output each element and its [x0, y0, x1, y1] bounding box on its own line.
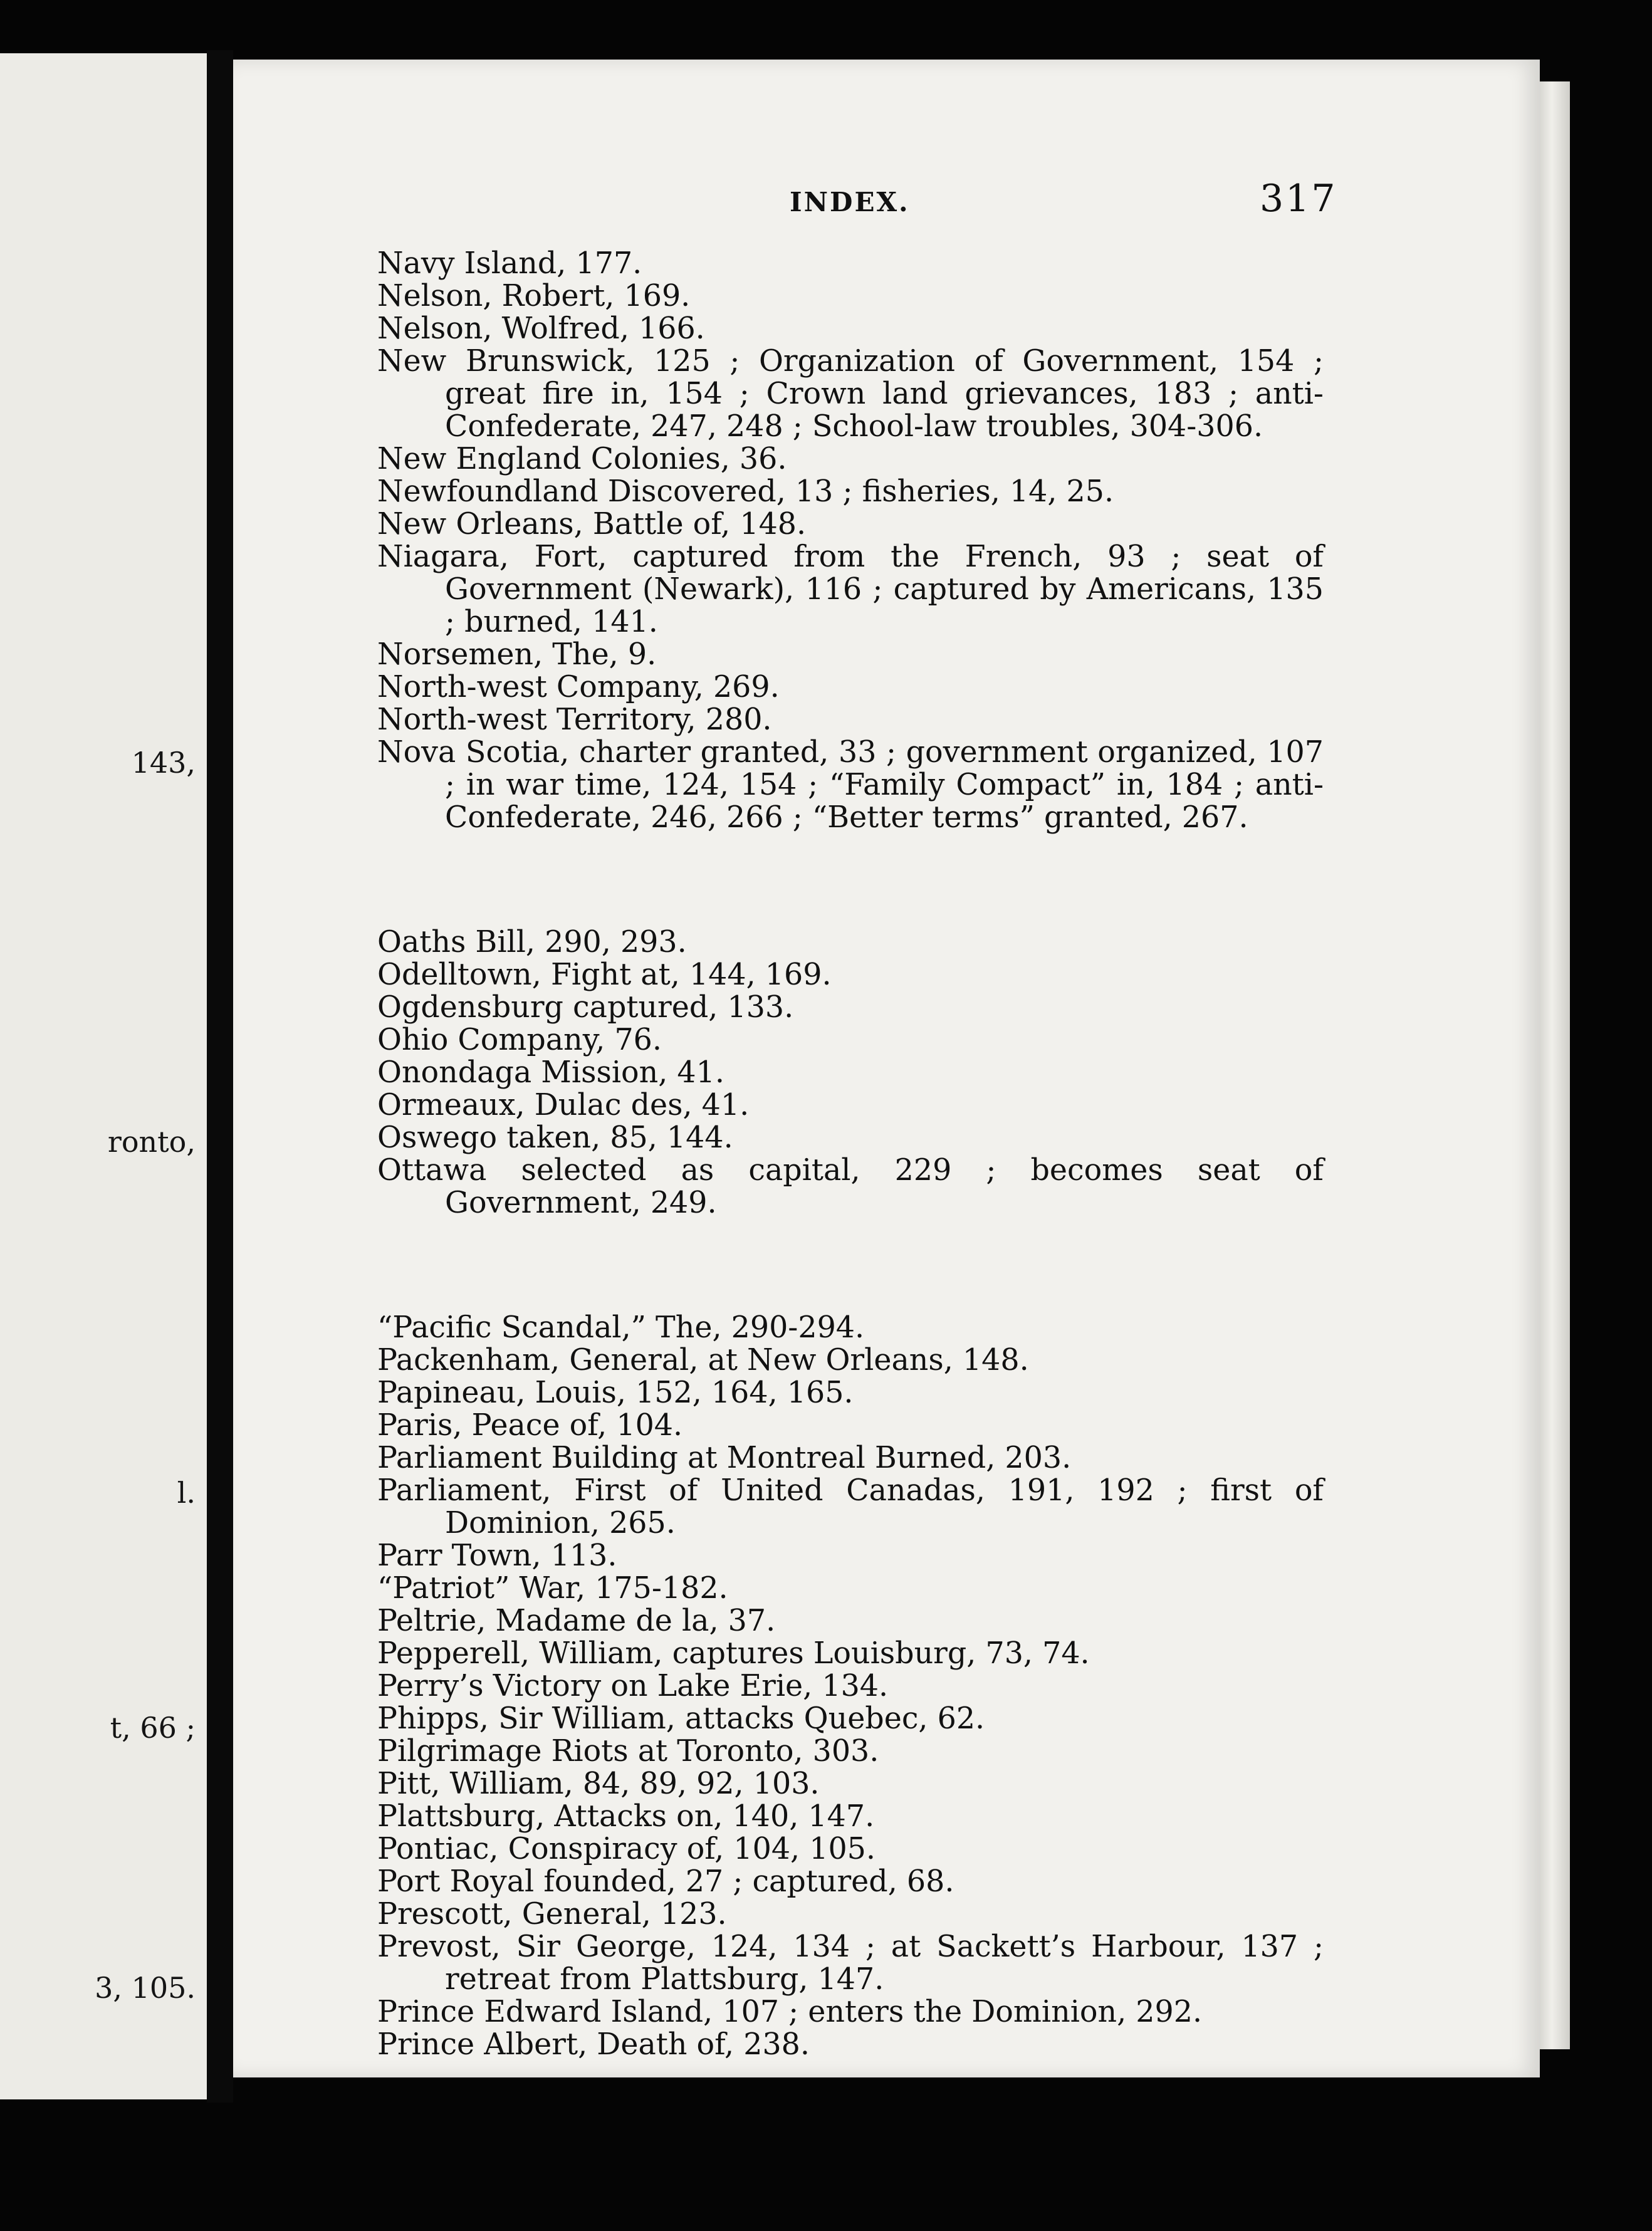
index-entry: Prince Edward Island, 107 ; enters the Dominion, 292.	[377, 1995, 1203, 2029]
index-entry: Pilgrimage Riots at Toronto, 303.	[377, 1734, 879, 1769]
index-entry: North-west Company, 269.	[377, 670, 780, 704]
index-entry: Parliament, First of United Canadas, 191, 192 ; first of Dominion, 265.	[377, 1473, 1324, 1540]
index-entry: North-west Territory, 280.	[377, 703, 772, 737]
index-entry: Peltrie, Madame de la, 37.	[377, 1604, 776, 1638]
page-number: 317	[1260, 177, 1337, 221]
index-entry: Perry’s Victory on Lake Erie, 134.	[377, 1669, 889, 1703]
index-entry: Pontiac, Conspiracy of, 104, 105.	[377, 1832, 876, 1866]
index-entry: Nelson, Wolfred, 166.	[377, 311, 705, 346]
index-entry: Packenham, General, at New Orleans, 148.	[377, 1343, 1029, 1377]
page-edge	[1540, 81, 1570, 2049]
index-entry: Ogdensburg captured, 133.	[377, 990, 794, 1025]
index-entry: Parliament Building at Montreal Burned, 203.	[377, 1441, 1072, 1475]
index-entry: Pitt, William, 84, 89, 92, 103.	[377, 1767, 820, 1801]
index-entry: Paris, Peace of, 104.	[377, 1408, 683, 1443]
index-entry: Ohio Company, 76.	[377, 1023, 662, 1057]
index-entry: Navy Island, 177.	[377, 246, 642, 281]
index-entry: Niagara, Fort, captured from the French, 93 ; seat of Government (Newark), 116 ; captured by Americans, 135 ; burned, 141.	[377, 540, 1324, 639]
fragment-text: t, 66 ;	[110, 1711, 196, 1745]
index-entry: “Patriot” War, 175-182.	[377, 1571, 728, 1606]
section-gap	[377, 864, 1324, 897]
index-entry: Port Royal founded, 27 ; captured, 68.	[377, 1864, 954, 1899]
index-entry: Prescott, General, 123.	[377, 1897, 727, 1931]
index-entry: Ormeaux, Dulac des, 41.	[377, 1088, 750, 1122]
fragment-text: ronto,	[107, 1125, 196, 1159]
fragment-text: 143,	[131, 746, 196, 780]
fragment-text: 3, 105.	[95, 1971, 196, 2005]
index-entry: Newfoundland Discovered, 13 ; fisheries, 14, 25.	[377, 474, 1114, 509]
fragment-text: l.	[177, 1476, 196, 1510]
section-gap	[377, 1250, 1324, 1282]
index-entry: Odelltown, Fight at, 144, 169.	[377, 958, 832, 992]
index-entry: New Brunswick, 125 ; Organization of Government, 154 ; great fire in, 154 ; Crown land grievances, 183 ; anti-Confederate, 247, 248 ; School-law troubles, 304-306.	[377, 344, 1324, 444]
index-entry: Phipps, Sir William, attacks Quebec, 62.	[377, 1701, 985, 1736]
index-entry: “Pacific Scandal,” The, 290-294.	[377, 1310, 865, 1345]
index-entry: Norsemen, The, 9.	[377, 637, 657, 672]
index-entry: Prince Albert, Death of, 238.	[377, 2027, 810, 2062]
index-entry: New England Colonies, 36.	[377, 442, 787, 476]
index-entry: Nova Scotia, charter granted, 33 ; government organized, 107 ; in war time, 124, 154 ; “Family Compact” in, 184 ; anti-Confederate, 246, 266 ; “Better terms” granted, 267.	[377, 735, 1324, 835]
index-entry: Papineau, Louis, 152, 164, 165.	[377, 1376, 854, 1410]
index-page	[233, 60, 1540, 2077]
index-entry: Plattsburg, Attacks on, 140, 147.	[377, 1799, 875, 1834]
index-entry: Prevost, Sir George, 124, 134 ; at Sackett’s Harbour, 137 ; retreat from Plattsburg, 147.	[377, 1930, 1324, 1997]
index-entry: Nelson, Robert, 169.	[377, 279, 691, 313]
index-entry: Onondaga Mission, 41.	[377, 1055, 724, 1090]
index-entry: Ottawa selected as capital, 229 ; becomes seat of Government, 249.	[377, 1153, 1324, 1220]
facing-page-fragment	[0, 53, 207, 2099]
page-title: INDEX.	[790, 187, 910, 217]
index-entries	[377, 248, 1324, 2061]
index-entry: Pepperell, William, captures Louisburg, 73, 74.	[377, 1636, 1090, 1671]
index-entry: Parr Town, 113.	[377, 1539, 617, 1573]
book-gutter	[207, 50, 233, 2103]
index-entry: Oaths Bill, 290, 293.	[377, 925, 687, 959]
index-entry: Oswego taken, 85, 144.	[377, 1121, 733, 1155]
index-entry: New Orleans, Battle of, 148.	[377, 507, 807, 541]
